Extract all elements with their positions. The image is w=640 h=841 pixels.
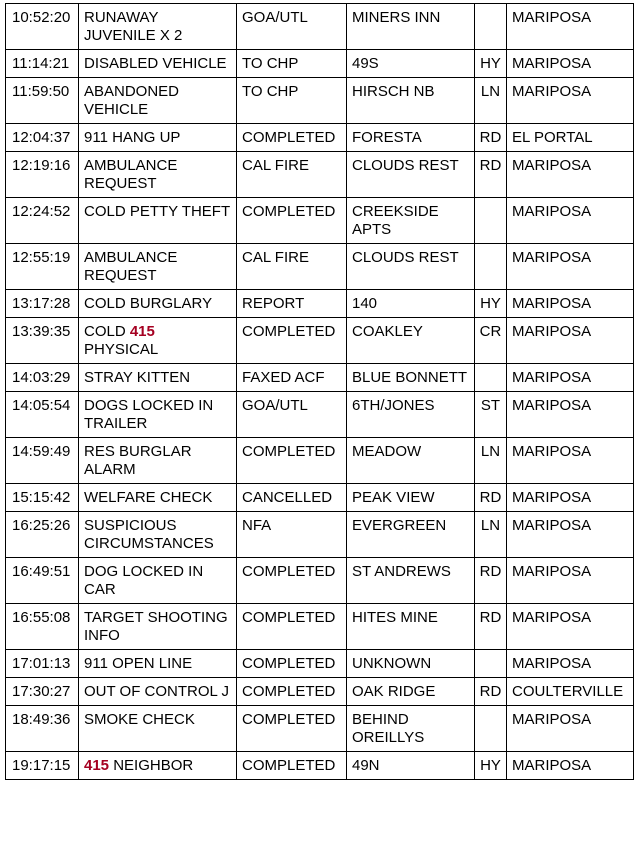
call-type-text: 911 HANG UP [84,129,181,146]
time-cell: 16:55:08 [6,604,79,650]
disposition-cell: COMPLETED [237,438,347,484]
time-cell: 18:49:36 [6,706,79,752]
location-cell: MEADOW [347,438,475,484]
location-cell: MINERS INN [347,4,475,50]
call-type-cell [79,318,237,364]
city-cell: MARIPOSA [507,50,634,78]
street-suffix-cell [475,4,507,50]
time-cell: 12:04:37 [6,124,79,152]
time-cell: 13:17:28 [6,290,79,318]
location-cell: CREEKSIDE APTS [347,198,475,244]
log-row [6,752,634,780]
log-row [6,392,634,438]
street-suffix-cell: LN [475,512,507,558]
time-cell: 17:01:13 [6,650,79,678]
city-cell: MARIPOSA [507,290,634,318]
city-cell: MARIPOSA [507,244,634,290]
street-suffix-cell: HY [475,752,507,780]
call-type-cell [79,4,237,50]
location-cell: FORESTA [347,124,475,152]
log-row [6,706,634,752]
location-cell: HIRSCH NB [347,78,475,124]
city-cell: MARIPOSA [507,604,634,650]
disposition-cell: CANCELLED [237,484,347,512]
disposition-cell: CAL FIRE [237,152,347,198]
city-cell: MARIPOSA [507,198,634,244]
location-cell: BEHIND OREILLYS [347,706,475,752]
call-type-cell [79,678,237,706]
call-type-text: DISABLED VEHICLE [84,55,227,72]
log-row [6,558,634,604]
location-cell: PEAK VIEW [347,484,475,512]
call-type-cell [79,512,237,558]
time-cell: 14:05:54 [6,392,79,438]
call-type-cell [79,290,237,318]
street-suffix-cell [475,364,507,392]
disposition-cell: TO CHP [237,50,347,78]
call-type-cell [79,650,237,678]
street-suffix-cell: RD [475,484,507,512]
log-row [6,152,634,198]
call-type-cell [79,78,237,124]
time-cell: 16:25:26 [6,512,79,558]
call-type-text: DOG LOCKED IN CAR [84,563,204,598]
location-cell: 49N [347,752,475,780]
city-cell: EL PORTAL [507,124,634,152]
time-cell: 12:19:16 [6,152,79,198]
location-cell: ST ANDREWS [347,558,475,604]
call-type-text: AMBULANCE REQUEST [84,157,178,192]
log-row [6,512,634,558]
call-type-text: COLD [84,323,130,340]
log-row [6,124,634,152]
call-type-cell [79,364,237,392]
disposition-cell: TO CHP [237,78,347,124]
call-type-cell [79,484,237,512]
call-type-text: RUNAWAY JUVENILE X 2 [84,9,183,44]
call-log-body [6,4,634,780]
call-code-highlight: 415 [84,757,110,774]
call-type-cell [79,438,237,484]
call-type-text: 911 OPEN LINE [84,655,193,672]
city-cell: MARIPOSA [507,4,634,50]
city-cell: MARIPOSA [507,438,634,484]
disposition-cell: FAXED ACF [237,364,347,392]
street-suffix-cell: RD [475,152,507,198]
call-type-text: ABANDONED VEHICLE [84,83,180,118]
call-type-cell [79,124,237,152]
disposition-cell: CAL FIRE [237,244,347,290]
time-cell: 13:39:35 [6,318,79,364]
log-row [6,244,634,290]
call-type-text: COLD PETTY THEFT [84,203,231,220]
call-type-text: SUSPICIOUS CIRCUMSTANCES [84,517,214,552]
location-cell: 140 [347,290,475,318]
call-type-text: SMOKE CHECK [84,711,195,728]
time-cell: 17:30:27 [6,678,79,706]
log-row [6,78,634,124]
log-row [6,438,634,484]
location-cell: COAKLEY [347,318,475,364]
call-type-cell [79,198,237,244]
time-cell: 14:59:49 [6,438,79,484]
street-suffix-cell: CR [475,318,507,364]
street-suffix-cell: LN [475,438,507,484]
city-cell: MARIPOSA [507,558,634,604]
call-log-table [5,3,634,780]
street-suffix-cell: LN [475,78,507,124]
time-cell: 10:52:20 [6,4,79,50]
disposition-cell: COMPLETED [237,318,347,364]
time-cell: 11:14:21 [6,50,79,78]
location-cell: UNKNOWN [347,650,475,678]
call-type-text: OUT OF CONTROL J [84,683,230,700]
location-cell: HITES MINE [347,604,475,650]
time-cell: 16:49:51 [6,558,79,604]
disposition-cell: COMPLETED [237,752,347,780]
city-cell: MARIPOSA [507,392,634,438]
call-type-text: NEIGHBOR [109,757,194,774]
street-suffix-cell [475,706,507,752]
call-type-cell [79,558,237,604]
street-suffix-cell: HY [475,50,507,78]
disposition-cell: COMPLETED [237,706,347,752]
city-cell: MARIPOSA [507,318,634,364]
log-row [6,650,634,678]
log-row [6,290,634,318]
city-cell: MARIPOSA [507,484,634,512]
city-cell: MARIPOSA [507,752,634,780]
call-type-cell [79,152,237,198]
street-suffix-cell: HY [475,290,507,318]
disposition-cell: COMPLETED [237,650,347,678]
call-type-text: RES BURGLAR ALARM [84,443,192,478]
call-type-text: PHYSICAL [84,341,159,358]
city-cell: MARIPOSA [507,706,634,752]
time-cell: 12:55:19 [6,244,79,290]
location-cell: BLUE BONNETT [347,364,475,392]
disposition-cell: COMPLETED [237,198,347,244]
log-row [6,318,634,364]
city-cell: MARIPOSA [507,152,634,198]
street-suffix-cell: RD [475,604,507,650]
call-type-text: AMBULANCE REQUEST [84,249,178,284]
call-type-text: TARGET SHOOTING INFO [84,609,228,644]
log-row [6,50,634,78]
log-row [6,604,634,650]
log-row [6,198,634,244]
disposition-cell: COMPLETED [237,678,347,706]
time-cell: 14:03:29 [6,364,79,392]
city-cell: MARIPOSA [507,512,634,558]
call-type-cell [79,706,237,752]
call-type-text: DOGS LOCKED IN TRAILER [84,397,214,432]
street-suffix-cell: RD [475,124,507,152]
disposition-cell: COMPLETED [237,124,347,152]
log-row [6,364,634,392]
time-cell: 19:17:15 [6,752,79,780]
call-type-text: STRAY KITTEN [84,369,191,386]
log-row [6,4,634,50]
call-code-highlight: 415 [129,323,155,340]
call-type-text: COLD BURGLARY [84,295,213,312]
city-cell: MARIPOSA [507,650,634,678]
location-cell: 6TH/JONES [347,392,475,438]
log-row [6,484,634,512]
call-type-text: WELFARE CHECK [84,489,213,506]
city-cell: COULTERVILLE [507,678,634,706]
log-row [6,678,634,706]
location-cell: CLOUDS REST [347,244,475,290]
city-cell: MARIPOSA [507,364,634,392]
call-type-cell [79,244,237,290]
call-type-cell [79,392,237,438]
street-suffix-cell: RD [475,558,507,604]
street-suffix-cell [475,198,507,244]
location-cell: CLOUDS REST [347,152,475,198]
call-type-cell [79,604,237,650]
call-type-cell [79,50,237,78]
location-cell: OAK RIDGE [347,678,475,706]
location-cell: EVERGREEN [347,512,475,558]
street-suffix-cell [475,244,507,290]
city-cell: MARIPOSA [507,78,634,124]
disposition-cell: REPORT [237,290,347,318]
location-cell: 49S [347,50,475,78]
disposition-cell: COMPLETED [237,558,347,604]
street-suffix-cell [475,650,507,678]
time-cell: 11:59:50 [6,78,79,124]
call-type-cell [79,752,237,780]
disposition-cell: COMPLETED [237,604,347,650]
time-cell: 15:15:42 [6,484,79,512]
disposition-cell: GOA/UTL [237,4,347,50]
disposition-cell: GOA/UTL [237,392,347,438]
street-suffix-cell: ST [475,392,507,438]
time-cell: 12:24:52 [6,198,79,244]
disposition-cell: NFA [237,512,347,558]
street-suffix-cell: RD [475,678,507,706]
